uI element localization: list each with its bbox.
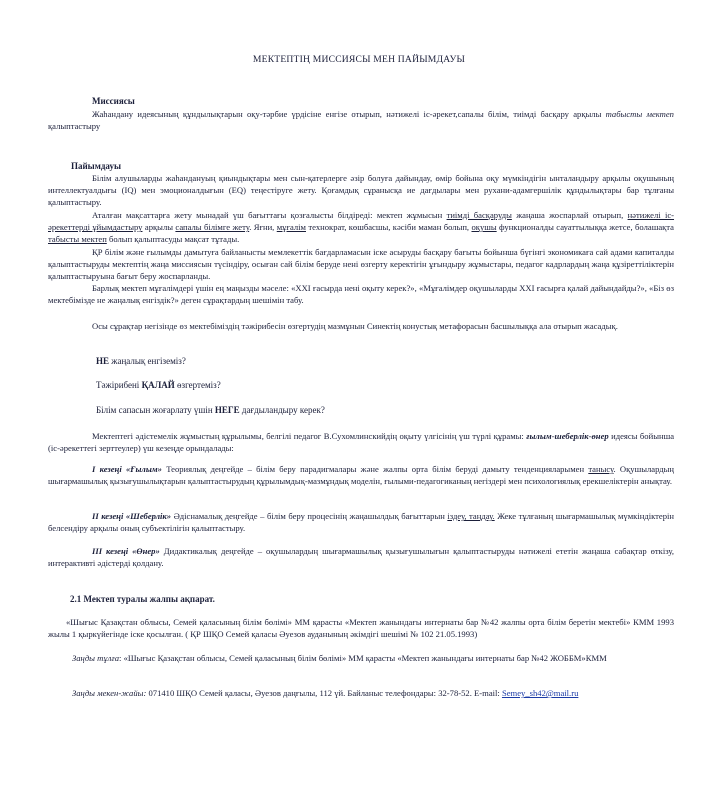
page-title: МЕКТЕПТІҢ МИССИЯСЫ МЕН ПАЙЫМДАУЫ [252, 54, 466, 65]
legal-address-label: Заңды мекен-жайы: [72, 688, 147, 698]
text-part: арқылы [142, 222, 176, 233]
text-part: Дидактикалық деңгейде – оқушылардың шығармашылық қызығушылығын қалыптастыруды нәтижелі ететін жаңаша сабақтар өткізу, интерактивті әдістерді қолдану. [48, 546, 675, 569]
vision-paragraph-2 [48, 209, 674, 246]
legal-address-text: 071410 ШҚО Семей қаласы, Әуезов даңғылы, 112 үй. Байланыс телефондары: 32-78-52. E-mail: [146, 688, 502, 698]
underlined-term: танысу [588, 464, 614, 474]
legal-entity-label: Заңды тұлға [72, 653, 120, 663]
text-part: Жеке тұлғаның шығармашылық мүмкіндіктерін белсендіру арқылы оның субъектілігін қалыптастыру. [48, 511, 674, 534]
question-3 [96, 405, 325, 415]
stage-label: І кезеңі «Ғылым» [92, 464, 162, 474]
legal-entity [48, 652, 674, 664]
question-keyword: НЕ [96, 356, 110, 366]
underlined-term: тиімді басқаруды [446, 210, 512, 220]
text-part: Теориялық деңгейде – білім беру парадигмалары және жалпы орта білім беруді дамыту тенденцияларымен [161, 464, 589, 474]
text-part: . Яғни, [249, 222, 277, 233]
mission-text-part: Жаһандану идеясының құндылықтарын оқу-тәрбие үрдісіне енгізе отырып, нәтижелі іс-әрекет,сапалы білім, тиімді басқару арқылы [92, 109, 606, 119]
text-part: функционалды сауаттылыққа жетсе, болашақта [496, 222, 674, 233]
underlined-term: мұғалім [276, 222, 306, 233]
vision-paragraph-1: Білім алушыларды жаһандануың қиындықтары мен сын-қатерлерге әзір болуға дайындау, өмір бойына оқу мүмкіндігін ынталандыру арқылы оқушының интеллектуалдығы (IQ) мен эмоционалдығын (EQ) теңестіруге жету. Қоғамдық сұранысқа ие дағдылары мен рухани-адамгершілік құндылықтары бар тұлғаны қалыптастыру. [48, 173, 674, 208]
text-part: жаңаша жоспарлай отырып, [511, 210, 628, 220]
method-paragraph [48, 430, 674, 454]
mission-text [48, 108, 674, 132]
general-info-paragraph: «Шығыс Қазақстан облысы, Семей қаласының білім бөлімі» ММ қарасты «Мектеп жанындағы интернаты бар №42 жалпы орта білім беретін мектебі» КММ 1993 жылы 1 қыркүйегінде іске қосылған. ( ҚР ШҚО Семей қаласы Әуезов ауданының әкімдігі шешімі № 102 21.05.1993) [48, 617, 674, 640]
question-text: жаңалық енгіземіз? [109, 356, 186, 366]
legal-entity-text: : «Шығыс Қазақстан облысы, Семей қаласының білім бөлімі» ММ қарасты «Мектеп жанындағы интернаты бар №42 ЖОББМ»КММ [119, 653, 607, 663]
text-part: Аталған мақсаттарға жету мынадай үш бағыттағы қозғалысты білдіреді: мектеп жұмысын [92, 210, 447, 220]
legal-address [48, 687, 674, 699]
question-text: өзгертеміз? [174, 380, 221, 390]
email-link[interactable]: Semey_sh42@mail.ru [501, 688, 579, 698]
text-part: идеясы бойынша (іс-әрекеттегі зерттеулер) үш кезеңде орындалады: [48, 431, 675, 454]
question-text: Білім сапасын жоғарлату үшін [96, 405, 215, 415]
underlined-term: нәтижелі іс-әрекеттерді ұйымдастыру [48, 210, 675, 233]
mission-text-part: қалыптастыру [48, 121, 101, 132]
vision-heading: Пайымдауы [71, 161, 121, 171]
idea-term: ғылым-шеберлік-өнер [526, 431, 609, 441]
question-text: Тәжірибені [96, 380, 142, 390]
text-part: Әдіснамалық деңгейде – білім беру процесінің жаңашылдық бағыттарын [171, 511, 448, 521]
stage-1 [48, 463, 674, 487]
question-keyword: НЕГЕ [214, 405, 240, 415]
question-2 [96, 380, 221, 390]
question-1 [96, 356, 186, 366]
stage-label: ІІІ кезеңі «Өнер» [92, 546, 160, 556]
mission-emphasis: табысты мектеп [605, 109, 674, 119]
underlined-term: іздеу, таңдау. [447, 511, 495, 521]
underlined-term: оқушы [471, 222, 497, 233]
stage-3 [48, 545, 674, 569]
underlined-term: табысты мектеп [48, 234, 107, 245]
underlined-term: сапалы білімге жету [175, 222, 250, 233]
general-info-heading: 2.1 Мектеп туралы жалпы ақпарат. [70, 594, 215, 604]
text-part: Мектептегі әдістемелік жұмыстың құрылымы, белгілі педагог В.Сухомлинскийдің оқыту үлгісінің үш түрлі құрамы: [92, 431, 527, 441]
text-part: . Оқушылардың шығармашылық қызығушылықтарын қалыптастырудың құрылымдық-мазмұндық моделін, ғылыми-педагогиканың негіздері мен психологиялық ерекшеліктерін анықтау. [48, 464, 674, 487]
mission-heading: Миссиясы [92, 96, 135, 106]
vision-paragraph-3: ҚР білім және ғылымды дамытуға байланысты мемлекеттік бағдарламасын іске асыруды басқару бағыты бойынша бүгінгі экономикаға сай адами капиталды қалыптастыруды мектептің жаңа миссиясын түсіндіру, осыған сай білім беруде нені өзгерту керектігін ұғындыру жұмыстары, педагог кадрлардың жаңа құзіреттіліктерін қалыптастыруына бағыт беру жоспарланды. [48, 247, 674, 282]
stage-2 [48, 510, 674, 534]
text-part: технократ, көшбасшы, кәсіби маман болып, [306, 222, 472, 233]
stage-label: ІІ кезеңі «Шеберлік» [92, 511, 172, 521]
text-part: болып қалыптасуды мақсат тұтады. [106, 234, 240, 245]
vision-paragraph-4: Барлық мектеп мұғалімдері үшін ең маңызды мәселе: «XXI ғасырда нені оқыту керек?», «Мұғалімдер оқушыларды XXI ғасырға қалай дайындайды?», «Біз өз мектебімізде не жаңалық енгіздік?» деген сұрақтардың шешімін табу. [48, 283, 674, 306]
vision-paragraph-5: Осы сұрақтар негізінде өз мектебіміздің тәжірибесін өзгертудің мазмұнын Синектің конустық метафорасын басшылыққа ала отырып жасадық. [92, 321, 618, 331]
question-keyword: ҚАЛАЙ [141, 380, 175, 390]
question-text: дағдыландыру керек? [239, 405, 325, 415]
